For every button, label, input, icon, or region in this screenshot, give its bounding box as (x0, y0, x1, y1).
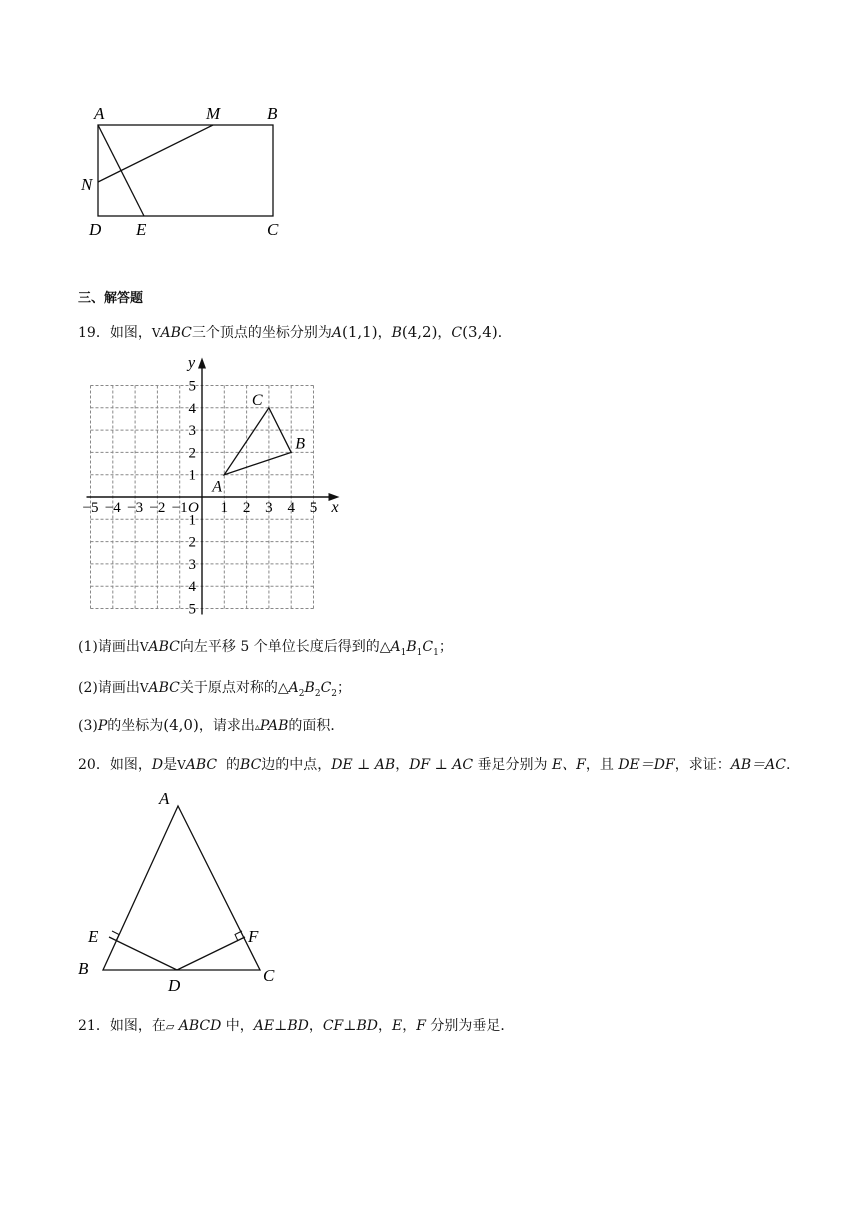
sub1-abc: ABC (148, 639, 180, 655)
segment-de (109, 937, 177, 970)
q21-bd: BD (287, 1018, 309, 1034)
label-a: A (94, 104, 105, 123)
label-a: A (159, 789, 170, 808)
q20-de-perp-ab: DE ⊥ AB (331, 757, 396, 773)
q19-sub-3 (78, 715, 344, 735)
triangle-symbol: V (139, 640, 149, 654)
q19-coord-b: (4,2) (401, 323, 438, 341)
y-tick-label: 2 (188, 445, 196, 462)
sub1-c1: C (422, 639, 434, 655)
question-21 (78, 1015, 514, 1035)
label-n: N (81, 175, 93, 194)
q20-text: 的 (217, 757, 241, 773)
triangle-figure (70, 784, 290, 999)
q19-number: 19． (78, 325, 110, 341)
triangle-symbol: V (177, 758, 186, 772)
q19-text: 三个顶点的坐标分别为 (191, 325, 332, 341)
label-b: B (267, 104, 278, 123)
q20-df-perp-ac: DF ⊥ AC (409, 757, 474, 773)
y-axis-label: y (188, 354, 196, 372)
y-tick-label: 4 (188, 579, 196, 596)
q19-point-c: C (451, 325, 463, 341)
q21-abcd: ABCD (174, 1018, 222, 1034)
q20-abc: ABC (185, 757, 218, 773)
sub3-text: (3) (78, 718, 98, 734)
sub3-text: 的面积． (288, 718, 345, 734)
q21-bd: BD (356, 1018, 378, 1034)
q20-text: 是 (163, 757, 178, 773)
q19-coord-a: (1,1) (342, 323, 378, 341)
q21-text: ， (377, 1018, 392, 1034)
sub2-sub: 2 (331, 688, 338, 699)
q21-cf: CF (322, 1018, 344, 1034)
triangle-symbol: ▵ (254, 722, 260, 733)
sub3-text: ，请求出 (198, 718, 255, 734)
sub2-text: (2)请画出 (78, 680, 140, 696)
sub2-a2: A (288, 680, 299, 696)
x-tick-label: 2 (242, 500, 251, 516)
origin-label: O (188, 500, 199, 516)
rectangle-figure (70, 100, 300, 245)
q20-d: D (151, 757, 164, 773)
q21-f: F (416, 1018, 426, 1034)
y-tick-label: 1 (188, 467, 196, 484)
q20-text: 边的中点， (261, 757, 332, 773)
y-tick-label: 3 (188, 556, 196, 573)
x-tick-label: −4 (104, 500, 121, 516)
question-20 (78, 754, 790, 774)
label-e: E (88, 927, 99, 946)
q19-abc: ABC (160, 325, 192, 341)
sub2-abc: ABC (148, 680, 180, 696)
q19-sub-1 (78, 636, 453, 658)
q20-text: ， (395, 757, 410, 773)
sub1-b1: B (406, 639, 417, 655)
sub1-text: (1)请画出 (78, 639, 140, 655)
q21-text: 中， (221, 1018, 254, 1034)
point-label-a: A (212, 478, 223, 496)
sub2-c2: C (320, 680, 332, 696)
q20-bc: BC (240, 757, 262, 773)
x-tick-label: 4 (287, 500, 295, 516)
label-c: C (263, 966, 275, 985)
x-tick-label: −5 (82, 500, 99, 516)
q19-point-a: A (331, 325, 342, 341)
label-m: M (206, 104, 221, 123)
y-tick-label: 1 (188, 512, 196, 529)
q21-ae: AE (253, 1018, 275, 1034)
sub1-end: ； (438, 639, 453, 655)
triangle-symbol: V (139, 681, 149, 695)
y-tick-label: 2 (188, 534, 196, 551)
q20-end: . (785, 757, 791, 773)
q21-text: 如图，在 (109, 1018, 166, 1034)
q20-text: 如图， (109, 757, 152, 773)
x-axis-label: x (331, 499, 339, 516)
q20-ab-eq-ac: AB＝AC (730, 757, 786, 773)
sub2-text: 关于原点对称的△ (179, 680, 289, 696)
sub1-sub: 1 (416, 647, 423, 658)
perp-symbol: ⊥ (343, 1018, 357, 1034)
sub2-end: ； (337, 680, 352, 696)
point-label-c: C (251, 391, 263, 409)
x-tick-label: −1 (171, 500, 188, 516)
coordinate-grid-figure (70, 352, 360, 620)
q19-sub-2 (78, 677, 351, 699)
label-f: F (248, 927, 259, 946)
y-axis-arrow (198, 358, 206, 369)
y-tick-label: 4 (188, 400, 196, 417)
section-title: 三、解答题 (78, 291, 144, 306)
q19-end: ． (497, 325, 512, 341)
y-tick-label: 5 (188, 601, 196, 618)
triangle-abc (224, 408, 291, 475)
q21-number: 21． (78, 1018, 110, 1034)
q19-sep: ， (377, 325, 392, 341)
x-tick-label: 3 (265, 500, 273, 516)
x-tick-label: −3 (127, 500, 144, 516)
segment-nm (98, 125, 213, 182)
sub3-text: 的坐标为 (107, 718, 164, 734)
triangle-symbol: V (151, 326, 161, 340)
q20-text: ，求证： (674, 757, 731, 773)
q21-text: ， (402, 1018, 417, 1034)
q19-coord-c: (3,4) (462, 323, 498, 341)
x-tick-label: 5 (309, 500, 318, 516)
q20-ef: E、F (551, 757, 586, 773)
q19-point-b: B (391, 325, 402, 341)
label-d: D (89, 220, 102, 239)
y-tick-label: 3 (188, 423, 196, 440)
x-tick-label: −2 (149, 500, 166, 516)
q19-text: 如图， (109, 325, 152, 341)
q21-e: E (391, 1018, 403, 1034)
sub1-a1: A (390, 639, 401, 655)
label-e: E (136, 220, 147, 239)
point-label-b: B (295, 435, 305, 453)
q20-de-eq-df: DE＝DF (618, 757, 675, 773)
sub1-sub: 1 (400, 647, 407, 658)
perp-symbol: ⊥ (274, 1018, 288, 1034)
q21-text: 分别为垂足． (425, 1018, 515, 1034)
sub1-text: 向左平移 5 个单位长度后得到的△ (179, 639, 391, 655)
sub2-sub: 2 (314, 688, 321, 699)
label-d: D (168, 976, 181, 995)
segment-df (177, 937, 245, 970)
x-tick-label: 1 (220, 500, 229, 516)
sub1-sub: 1 (433, 647, 439, 658)
q20-text: 垂足分别为 (473, 757, 552, 773)
label-c: C (267, 220, 279, 239)
y-tick-label: 5 (188, 378, 196, 395)
q19-sep: ， (437, 325, 452, 341)
question-19 (78, 322, 512, 342)
sub3-coord: (4,0) (163, 716, 199, 734)
sub3-point-p: P (97, 718, 108, 734)
q20-text: ，且 (585, 757, 619, 773)
q20-number: 20． (78, 757, 110, 773)
parallelogram-symbol: ▱ (165, 1020, 175, 1033)
label-b: B (78, 959, 89, 978)
sub3-pab: PAB (259, 718, 289, 734)
sub2-b2: B (304, 680, 315, 696)
sub2-sub: 2 (298, 688, 305, 699)
q21-text: ， (308, 1018, 323, 1034)
